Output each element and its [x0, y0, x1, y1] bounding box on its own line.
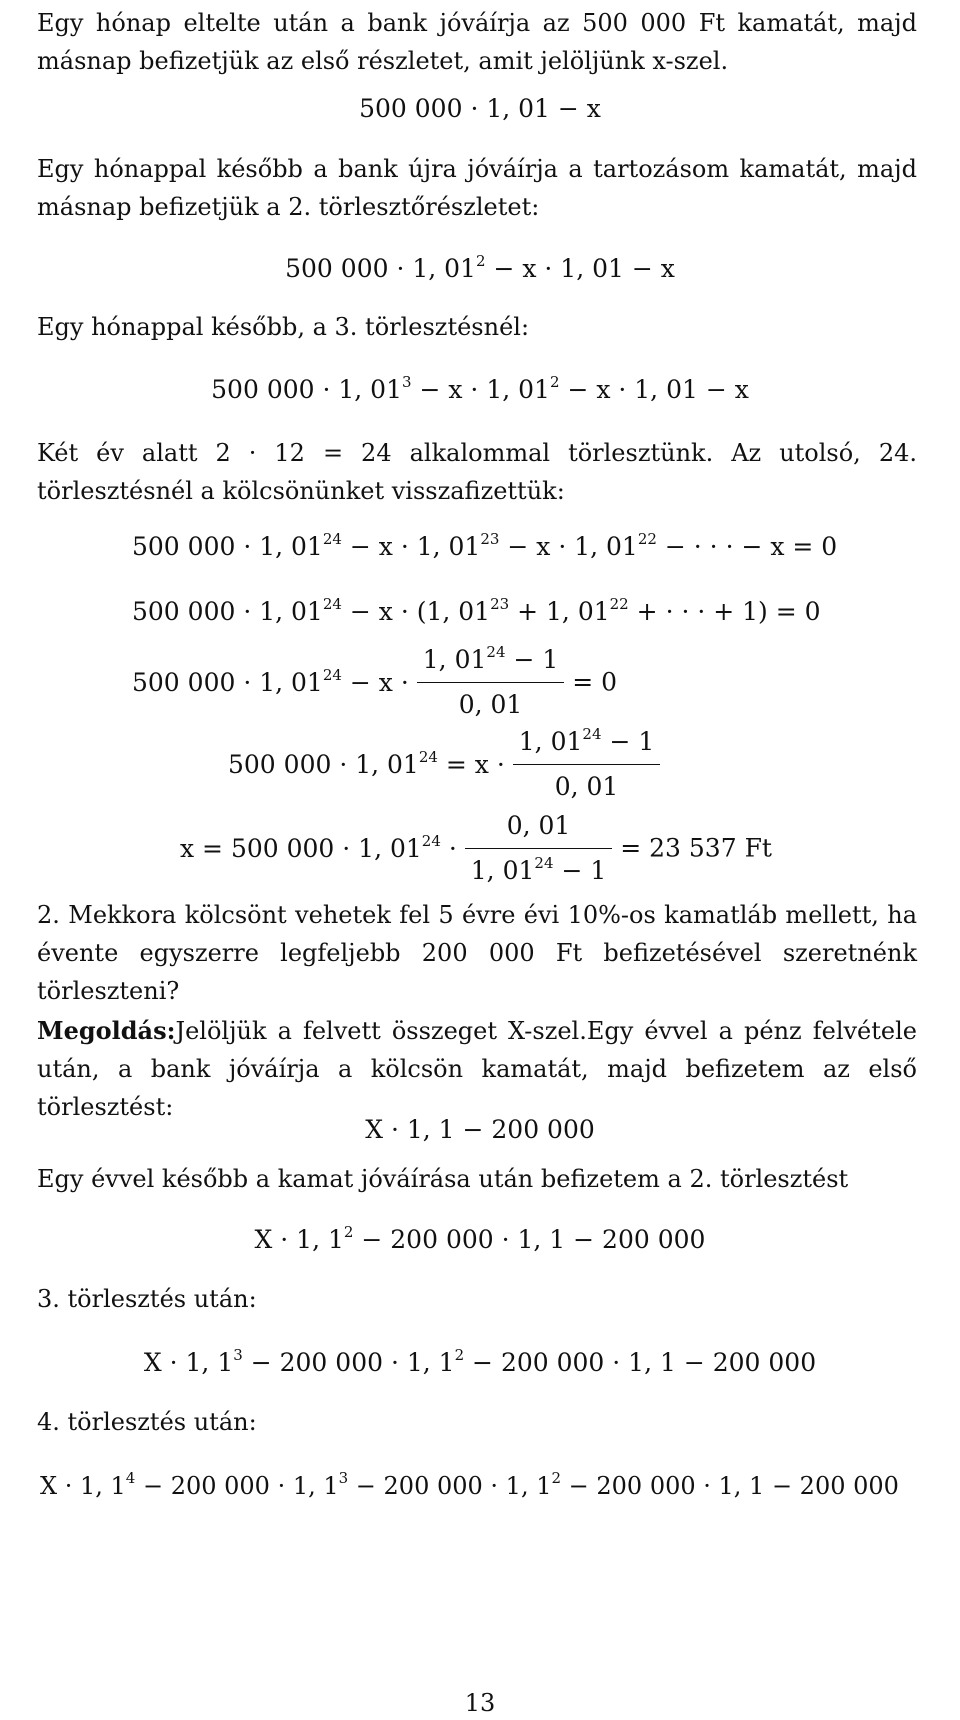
equation-10: X · 1, $1^2 - 200$ 000 · 1, 1 − 200 000: [254, 1222, 706, 1254]
paragraph-4: Két év alatt 2 · 12 = 24 alkalommal törlesztünk. Az utolsó, 24. törlesztésnél a kölcsönünket visszafizettük:: [37, 439, 917, 505]
equation-3: 500 000 · 1, $01^3 - x \cdot 1$, $01^2 - x \cdot 1$, 01 − x: [211, 372, 749, 404]
equation-6: 500 000 · 1, $01^{24} - x$ · $\frac{1, 01^{24} - 1}{0, 01}$ = 0: [132, 642, 932, 723]
paragraph-9: 4. törlesztés után:: [37, 1408, 257, 1436]
equation-1: 500 000 · 1, 01 − x: [359, 94, 601, 123]
equation-11: X · 1, $1^3 - 200$ 000 · 1, $1^2 - 200$ 000 · 1, 1 − 200 000: [143, 1345, 817, 1377]
equation-7: 500 000 · 1, $01^{24} = x$ · $\frac{1, 01^{24} - 1}{0, 01}$: [228, 724, 928, 805]
equation-9: X · 1, 1 − 200 000: [365, 1115, 595, 1144]
paragraph-2: Egy hónappal később a bank újra jóváírja a tartozásom kamatát, majd másnap befizetjük a 2. törlesztőrészletet:: [37, 155, 917, 221]
paragraph-3: Egy hónappal később, a 3. törlesztésnél:: [37, 313, 530, 341]
equation-2: 500 000 · 1, $01^2 - x \cdot 1$, 01 − x: [285, 251, 675, 283]
paragraph-8: 3. törlesztés után:: [37, 1285, 257, 1313]
paragraph-1: Egy hónap eltelte után a bank jóváírja az 500 000 Ft kamatát, majd másnap befizetjük az első részletet, amit jelöljünk x-szel.: [37, 9, 917, 75]
equation-12: X · 1, $1^4 - 200$ 000 · 1, $1^3 - 200$ 000 · 1, $1^2 - 200$ 000 · 1, 1 − 200 000: [40, 1468, 899, 1500]
fraction: $\frac{1, 01^{24} - 1}{0, 01}$: [513, 724, 660, 805]
page-number: 13: [464, 1689, 496, 1717]
fraction: $\frac{0, 01}{1, 01^{24} - 1}$: [465, 808, 612, 889]
equation-4: 500 000 · 1, $01^{24} - x \cdot 1$, $01^{23} - x \cdot 1$, $01^{22}$ − · · · − x = 0: [132, 529, 838, 561]
equation-8: x = 500 000 · 1, $01^{24}$ · $\frac{0, 01}{1, 01^{24} - 1}$ = 23 537 Ft: [180, 808, 920, 889]
fraction: $\frac{1, 01^{24} - 1}{0, 01}$: [417, 642, 564, 723]
paragraph-5: 2. Mekkora kölcsönt vehetek fel 5 évre évi 10%-os kamatláb mellett, ha évente egyszerre legfeljebb 200 000 Ft befizetésével szeretnénk törleszteni?: [37, 901, 917, 1005]
paragraph-7: Egy évvel később a kamat jóváírása után befizetem a 2. törlesztést: [37, 1165, 849, 1193]
paragraph-6: Megoldás:Jelöljük a felvett összeget X-szel.Egy évvel a pénz felvétele után, a bank jóváírja a kölcsön kamatát, majd befizetem az első törlesztést:: [37, 1016, 917, 1121]
equation-5: 500 000 · 1, $01^{24} - x \cdot (1$, $01^{23} + 1$, $01^{22}$ + · · · + 1) = 0: [132, 594, 821, 626]
